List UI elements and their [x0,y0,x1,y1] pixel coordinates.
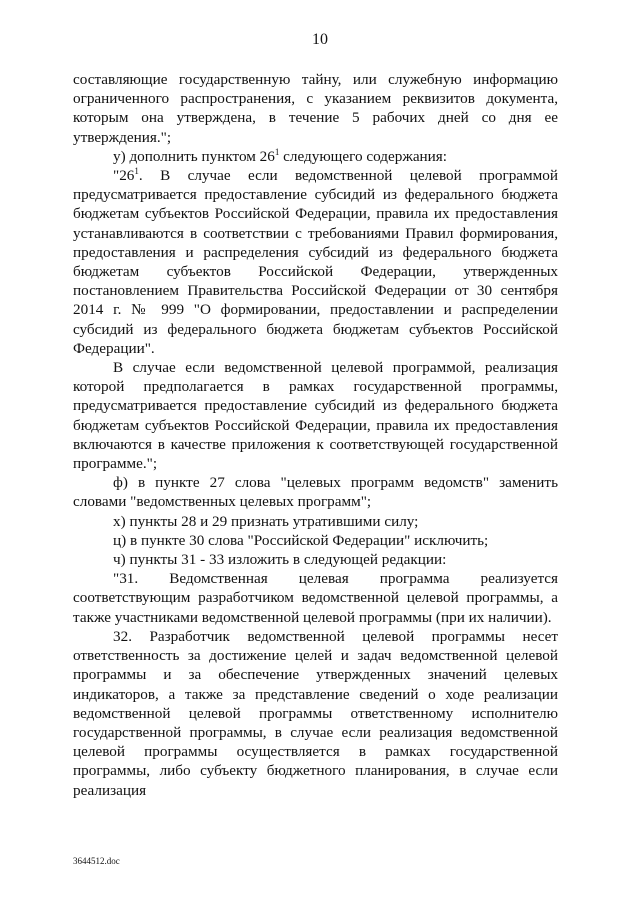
page-number: 10 [312,31,328,48]
document-body [73,70,558,800]
paragraph-continuation: составляющие государственную тайну, или служебную информацию ограниченного распространения, с указанием реквизитов документа, которым она утверждена, в течение 5 рабочих дней со дня ее утверждения."; [73,71,558,146]
superscript: 1 [274,146,280,157]
paragraph-text: у) дополнить пунктом 26 [113,147,275,165]
paragraph-item-h: х) пункты 28 и 29 признать утратившими силу; [113,512,419,530]
paragraph-text: "26 [113,167,135,185]
paragraph-text: . В случае если ведомственной целевой программой предусматривается предоставление субсидий из федерального бюджета бюджетам субъектов Российской Федерации, правила их предоставления устанавливаются в соответствии с требованиями Правил формирования, предоставления и распределения субсидий из федерального бюджета бюджетам субъектов Российской Федерации, утвержденных постановлением Правительства Российской Федерации от 30 сентября 2014 г. № 999 "О формировании, предоставлении и распределении субсидий из федерального бюджета бюджетам субъектов Российской Федерации". [73,167,558,357]
paragraph-item-f: ф) в пункте 27 слова "целевых программ ведомств" заменить словами "ведомственных целевых программ"; [73,474,558,511]
paragraph-point-31: "31. Ведомственная целевая программа реализуется соответствующим разработчиком ведомственной целевой программы, а также участниками ведомственной целевой программы (при их наличии). [73,570,558,626]
paragraph-item-u [73,147,558,166]
paragraph-subsidies: В случае если ведомственной целевой программой, реализация которой предполагается в рамках государственной программы, предусматривается предоставление субсидий из федерального бюджета бюджетам субъектов Российской Федерации, правила их предоставления включаются в качестве приложения к соответствующей государственной программе."; [73,359,558,473]
superscript: 1 [134,166,139,177]
paragraph-item-ch: ч) пункты 31 - 33 изложить в следующей редакции: [113,551,447,569]
document-file-id: 3644512.doc [73,856,120,866]
paragraph-item-ts: ц) в пункте 30 слова "Российской Федерации" исключить; [113,531,489,549]
paragraph-point-32: 32. Разработчик ведомственной целевой программы несет ответственность за достижение целей и задач ведомственной целевой программы и за обеспечение утвержденных значений целевых индикаторов, а также за представление сведений о ходе реализации ведомственной целевой программы ответственному исполнителю государственной программы, в случае если реализация ведомственной целевой программы осуществляется в рамках государственной программы, либо субъекту бюджетного планирования, в случае если реализация [73,627,558,799]
paragraph-text: следующего содержания: [279,147,448,165]
paragraph-point-26-1 [73,166,558,358]
